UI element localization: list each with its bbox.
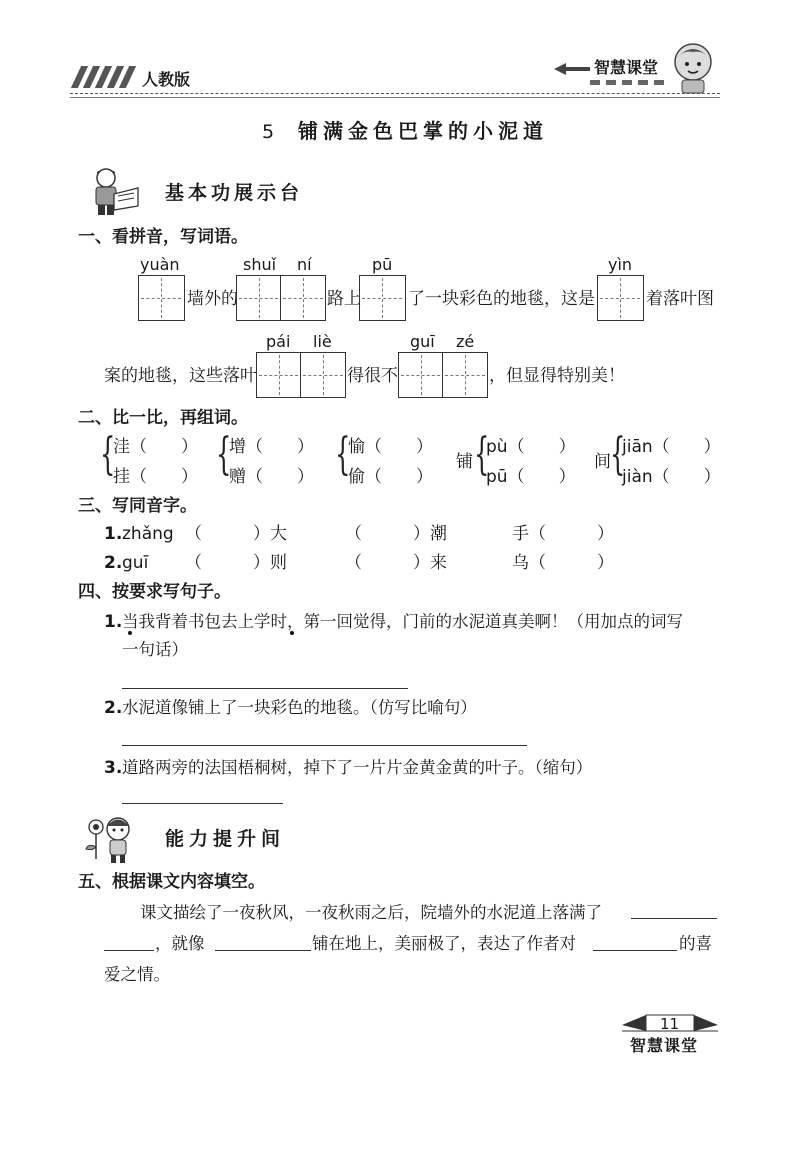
pinyin-lie: liè: [313, 332, 332, 351]
q2-word-tou: 偷（ ）: [348, 467, 433, 487]
q3-row2-pinyin: guī: [122, 553, 149, 573]
q4-s1-text: 当我背着书包去上学时，第一回觉得，门前的水泥道真美啊！（用加点的词写: [122, 612, 683, 631]
q3-row1-a: （ ）大: [185, 524, 287, 544]
answer-line-q4-2[interactable]: [122, 745, 527, 746]
q1-text-5: 案的地毯，这些落叶: [104, 366, 257, 386]
girl-mascot-icon: [668, 40, 718, 95]
q2-word-pu4: pù（ ）: [486, 437, 576, 457]
pinyin-gui: guī: [410, 332, 435, 351]
q4-s2-num: 2.: [104, 698, 123, 718]
q4-s1-num: 1.: [104, 612, 123, 632]
q2-label: 二、比一比，再组词。: [78, 408, 248, 428]
boy-reading-icon: [84, 166, 142, 218]
q3-row1-num: 1.: [104, 524, 123, 544]
q4-s3-num: 3.: [104, 758, 123, 778]
q5-line3: 爱之情。: [104, 965, 170, 984]
brace-3: {: [335, 429, 351, 480]
answer-box-yuan[interactable]: [138, 275, 185, 321]
q3-row1-b: （ ）潮: [345, 524, 447, 544]
q5-line2b: 铺在地上，美丽极了，表达了作者对: [312, 934, 576, 953]
page-number: 11: [660, 1015, 680, 1033]
q2-char-pu: 铺: [456, 452, 473, 472]
q1-label: 一、看拼音，写词语。: [78, 227, 248, 247]
brace-5: {: [610, 429, 626, 480]
q4-s3-text: 道路两旁的法国梧桐树，掉下了一片片金黄金黄的叶子。（缩句）: [122, 758, 593, 777]
pinyin-yuan: yuàn: [140, 255, 180, 274]
arrow-decoration-icon: [552, 58, 592, 80]
pinyin-ni: ní: [297, 255, 312, 274]
q4-s2-text: 水泥道像铺上了一块彩色的地毯。（仿写比喻句）: [122, 698, 477, 717]
q2-word-zeng: 增（ ）: [229, 437, 314, 457]
answer-box-yin[interactable]: [597, 275, 644, 321]
answer-line-q4-1[interactable]: [122, 688, 408, 689]
blank-q5-1[interactable]: [631, 918, 717, 919]
q3-label: 三、写同音字。: [78, 496, 197, 516]
q2-word-wa: 洼（ ）: [113, 437, 198, 457]
header-stripes: [70, 66, 132, 88]
series-label: 智慧课堂: [594, 58, 659, 77]
q2-word-yu: 愉（ ）: [348, 437, 433, 457]
dot-decoration: [590, 78, 680, 88]
q1-text-7: ，但显得特别美！: [489, 366, 625, 386]
answer-box-guize[interactable]: [398, 352, 488, 398]
q4-s1-text-cont: 一句话）: [122, 640, 188, 659]
q5-line2a: ，就像: [155, 934, 205, 953]
q1-text-2: 路上: [327, 289, 361, 309]
answer-box-pailie[interactable]: [256, 352, 346, 398]
brace-4: {: [474, 429, 490, 480]
pinyin-yin: yìn: [608, 255, 633, 274]
section-heading-advanced: 能力提升间: [165, 828, 286, 850]
emphasis-dot: [290, 631, 294, 635]
header-rule: [70, 93, 720, 94]
q3-row2-c: 乌（ ）: [512, 553, 614, 573]
q2-word-zeng2: 赠（ ）: [229, 467, 314, 487]
pinyin-pai: pái: [266, 332, 291, 351]
page-title: 铺满金色巴掌的小泥道: [298, 119, 548, 143]
q3-row2-a: （ ）则: [185, 553, 287, 573]
q2-word-gua: 挂（ ）: [113, 467, 198, 487]
q5-line1: 课文描绘了一夜秋风，一夜秋雨之后，院墙外的水泥道上落满了: [140, 903, 602, 922]
q5-line2c: 的喜: [679, 934, 712, 953]
brace-1: {: [100, 429, 116, 480]
brace-2: {: [216, 429, 232, 480]
q1-text-3: 了一块彩色的地毯，这是: [408, 289, 595, 309]
q2-char-jian: 间: [594, 452, 611, 472]
blank-q5-1-cont[interactable]: [104, 950, 154, 951]
pinyin-shui: shuǐ: [243, 255, 277, 274]
answer-box-pu[interactable]: [359, 275, 406, 321]
q1-text-6: 得很不: [347, 366, 398, 386]
q3-row2-b: （ ）来: [345, 553, 447, 573]
pinyin-pu: pū: [372, 255, 393, 274]
q2-word-jian4: jiàn（ ）: [622, 467, 721, 487]
q1-text-4: 着落叶图: [646, 289, 714, 309]
blank-q5-3[interactable]: [593, 950, 677, 951]
q1-text-1: 墙外的: [187, 289, 238, 309]
q2-word-pu1: pū（ ）: [486, 467, 576, 487]
child-flower-icon: [82, 813, 138, 865]
q3-row2-num: 2.: [104, 553, 123, 573]
answer-line-q4-3[interactable]: [122, 803, 283, 804]
lesson-number: 5: [262, 121, 275, 143]
header-rule-solid: [70, 97, 720, 98]
q3-row1-pinyin: zhǎng: [122, 524, 174, 544]
answer-box-shuini[interactable]: [236, 275, 326, 321]
q5-label: 五、根据课文内容填空。: [78, 872, 265, 892]
pinyin-ze: zé: [456, 332, 475, 351]
q2-word-jian1: jiān（ ）: [622, 437, 721, 457]
edition-label: 人教版: [142, 70, 191, 89]
section-heading-basic: 基本功展示台: [165, 182, 304, 204]
footer-series: 智慧课堂: [630, 1036, 699, 1055]
blank-q5-2[interactable]: [215, 950, 311, 951]
q3-row1-c: 手（ ）: [512, 524, 614, 544]
q4-label: 四、按要求写句子。: [78, 582, 231, 602]
emphasis-dot: [128, 631, 132, 635]
